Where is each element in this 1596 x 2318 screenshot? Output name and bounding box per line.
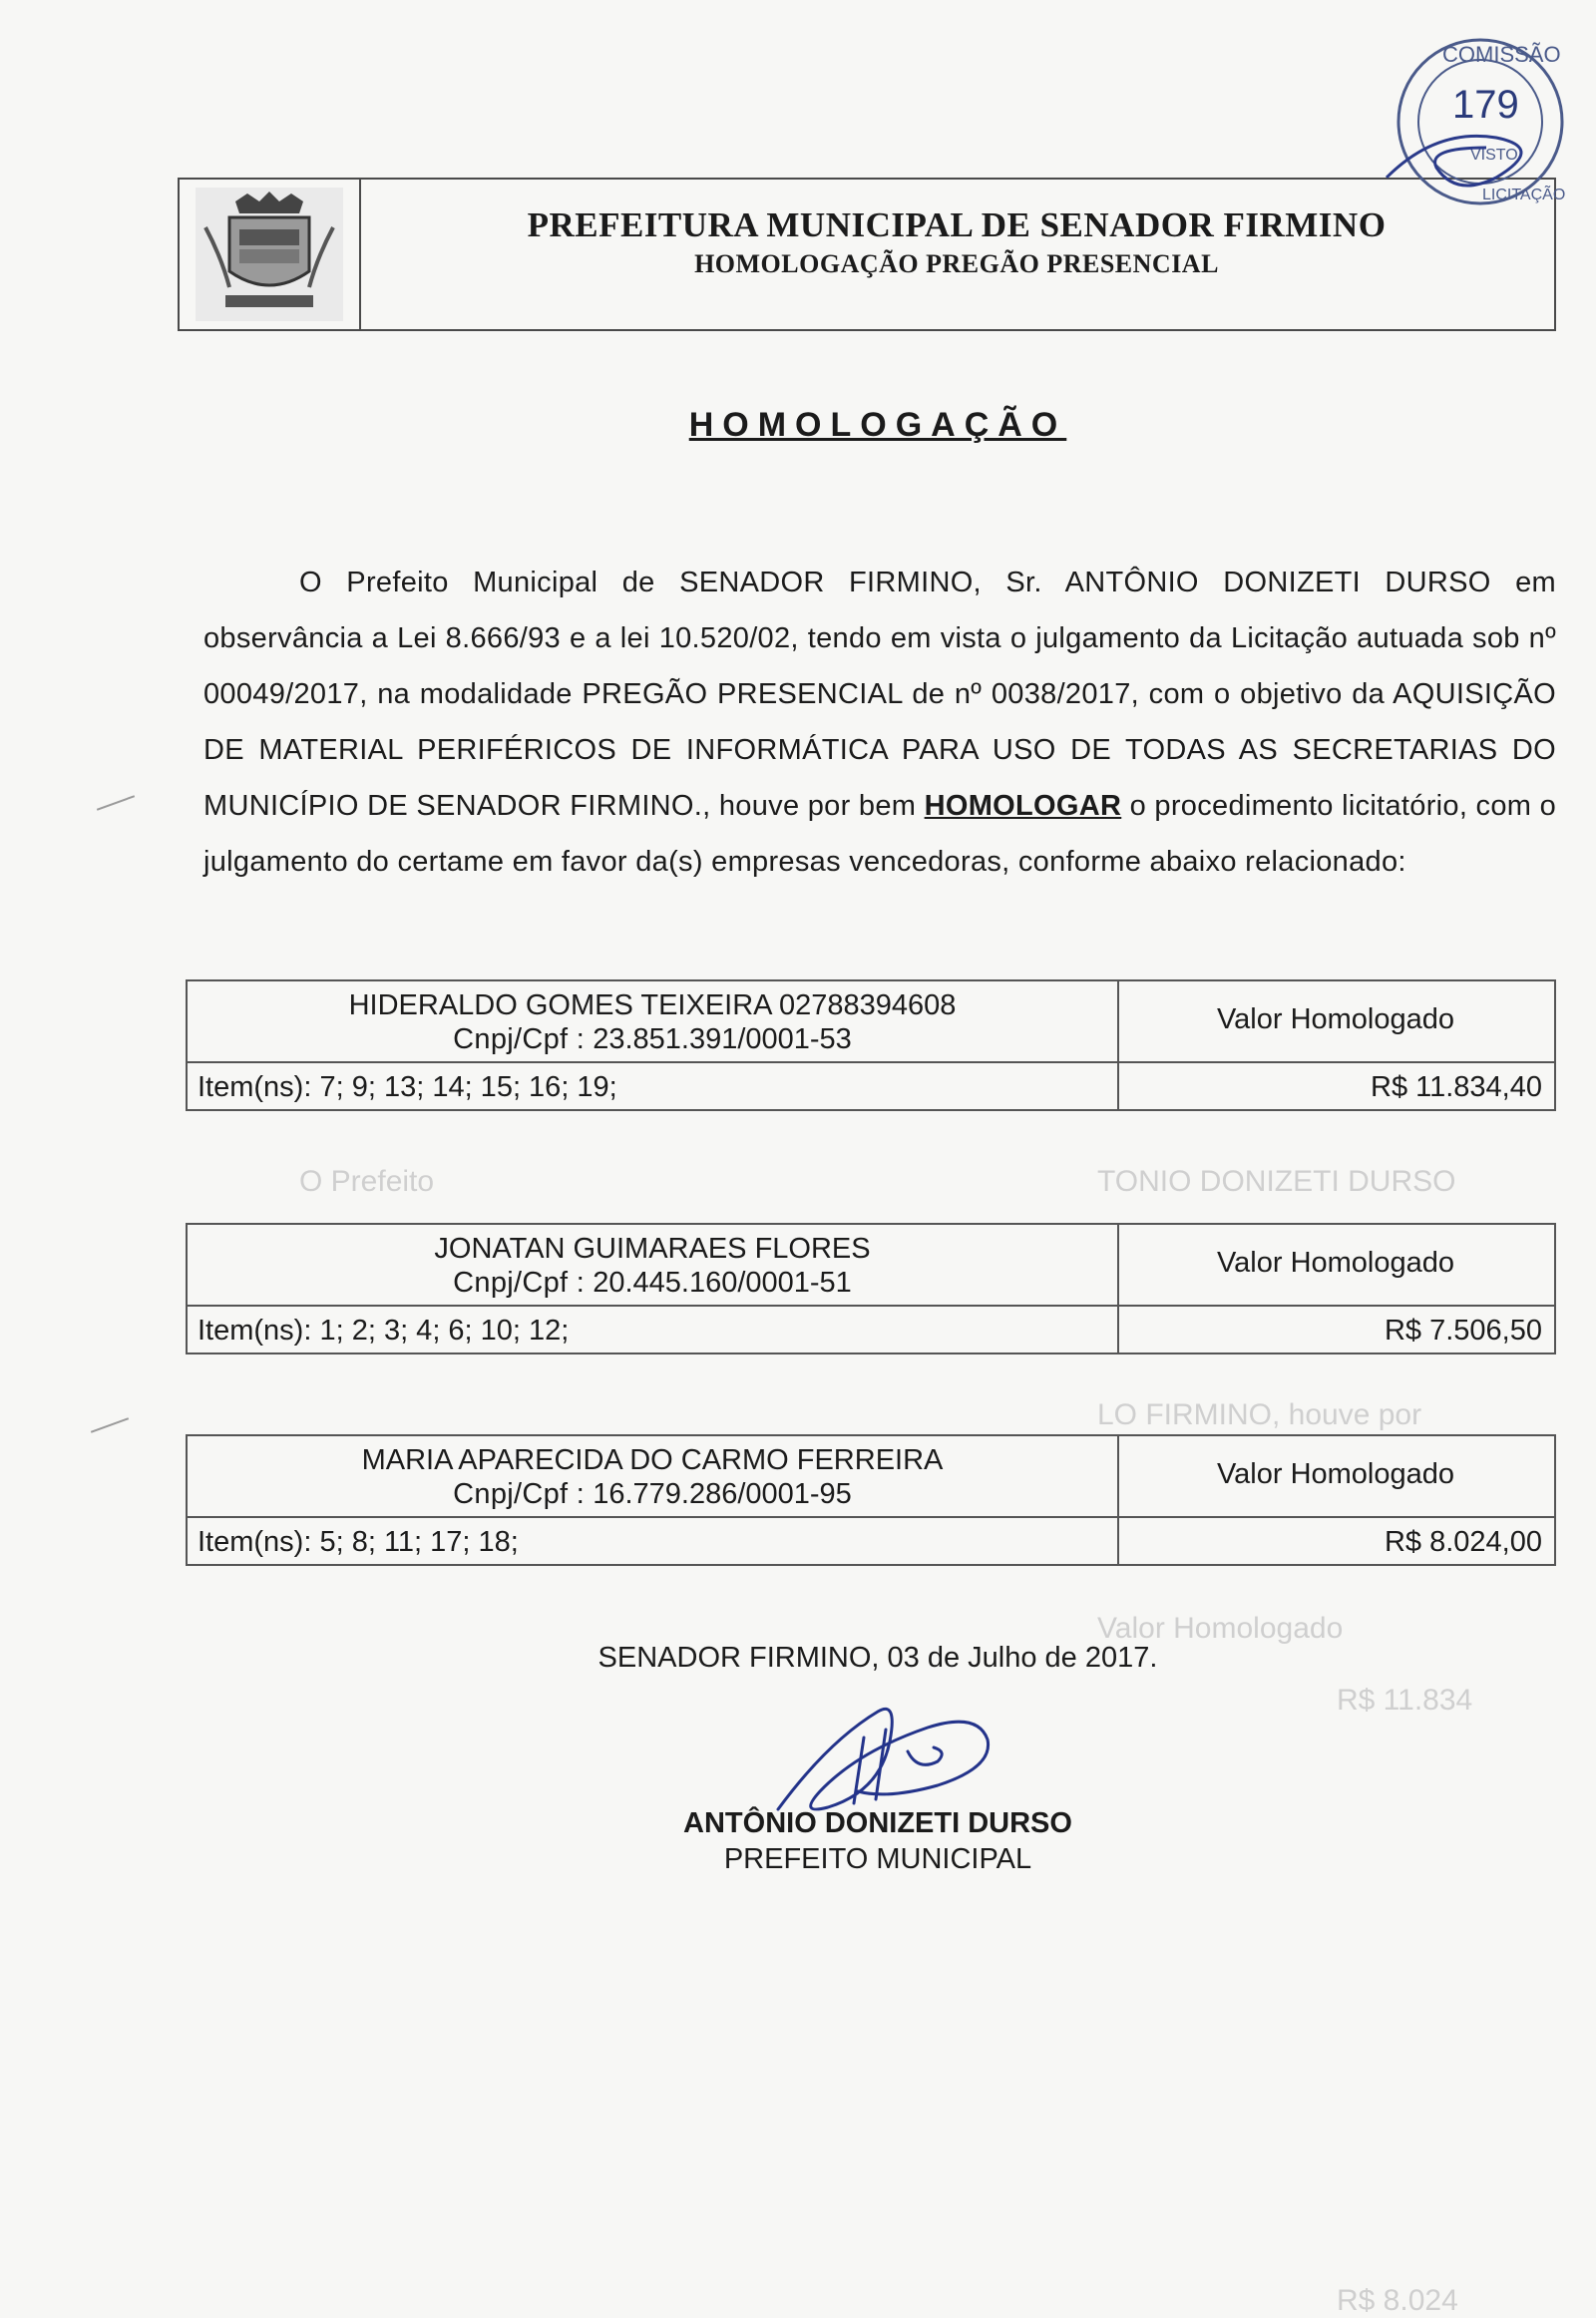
cnpj-value: 20.445.160/0001-51 xyxy=(593,1267,852,1299)
bleed-through-texture: O Prefeito xyxy=(299,1165,435,1198)
vendor-items: Item(ns): 5; 8; 11; 17; 18; xyxy=(198,1526,519,1558)
vendor-value: R$ 7.506,50 xyxy=(1384,1315,1542,1347)
bleed-through-texture: R$ 11.834 xyxy=(1337,1684,1473,1717)
stamp-number: 179 xyxy=(1452,83,1519,127)
vendor-name: JONATAN GUIMARAES FLORES xyxy=(434,1233,871,1265)
paragraph-text-after: o procedimento licitatório, com o julgamento do certame em favor da(s) empresas vencedoras, conforme abaixo relacionado: xyxy=(203,790,1557,878)
stamp-bottom-text: LICITAÇÃO xyxy=(1482,187,1566,203)
vendor-cnpj xyxy=(188,1267,1117,1300)
vendor-items: Item(ns): 7; 9; 13; 14; 15; 16; 19; xyxy=(198,1071,617,1103)
vendor-cnpj xyxy=(188,1023,1117,1056)
document-title: HOMOLOGAÇÃO xyxy=(688,406,1067,444)
bleed-through-texture: TONIO DONIZETI DURSO xyxy=(1097,1165,1456,1198)
signer-name: ANTÔNIO DONIZETI DURSO xyxy=(683,1807,1072,1839)
table-divider xyxy=(188,1305,1554,1307)
table-divider xyxy=(188,1516,1554,1518)
crest-box xyxy=(180,180,361,329)
signer-role: PREFEITO MUNICIPAL xyxy=(723,1843,1032,1875)
paragraph-text-before: O Prefeito Municipal de SENADOR FIRMINO, Sr. ANTÔNIO DONIZETI DURSO em observância a Lei 8.666/93 e a lei 10.520/02, tendo em vista o julgamento da Licitação autuada sob nº 00049/2017, na modalidade PREGÃO PRESENCIAL de nº 0038/2017, com o objetivo da AQUISIÇÃO DE MATERIAL PERIFÉRICOS DE INFORMÁTICA PARA USO DE TODAS AS SECRETARIAS DO MUNICÍPIO DE SENADOR FIRMINO., houve por bem xyxy=(203,567,1556,822)
vendor-cnpj xyxy=(188,1478,1117,1511)
vendor-table xyxy=(186,1434,1556,1566)
value-label: Valor Homologado xyxy=(1216,1247,1455,1279)
value-label: Valor Homologado xyxy=(1216,1458,1455,1490)
punch-mark xyxy=(97,795,135,811)
vendor-table xyxy=(186,979,1556,1111)
vendor-items: Item(ns): 1; 2; 3; 4; 6; 10; 12; xyxy=(198,1315,570,1347)
paragraph-emphasis: HOMOLOGAR xyxy=(924,790,1122,822)
vendor-value: R$ 11.834,40 xyxy=(1371,1071,1542,1103)
commission-stamp-icon xyxy=(1377,28,1576,217)
header-title: PREFEITURA MUNICIPAL DE SENADOR FIRMINO xyxy=(527,205,1387,244)
cnpj-label: Cnpj/Cpf : xyxy=(453,1478,586,1510)
bleed-through-texture: R$ 8.024 xyxy=(1337,2284,1458,2317)
date-line: SENADOR FIRMINO, 03 de Julho de 2017. xyxy=(598,1642,1158,1674)
cnpj-label: Cnpj/Cpf : xyxy=(453,1267,586,1299)
cnpj-label: Cnpj/Cpf : xyxy=(453,1023,586,1055)
bleed-through-texture: Valor Homologado xyxy=(1097,1612,1344,1645)
vendor-value: R$ 8.024,00 xyxy=(1384,1526,1542,1558)
header-subtitle: HOMOLOGAÇÃO PREGÃO PRESENCIAL xyxy=(694,249,1219,278)
stamp-mid-text: VISTO xyxy=(1470,147,1518,164)
vendor-table xyxy=(186,1223,1556,1354)
value-label: Valor Homologado xyxy=(1216,1003,1455,1035)
bleed-through-texture: LO FIRMINO, houve por xyxy=(1097,1398,1422,1431)
document-header xyxy=(178,178,1556,331)
cnpj-value: 16.779.286/0001-95 xyxy=(593,1478,852,1510)
stamp-top-text: COMISSÃO xyxy=(1442,42,1561,67)
vendor-name: HIDERALDO GOMES TEIXEIRA 02788394608 xyxy=(348,989,957,1021)
homologation-paragraph xyxy=(203,555,1556,890)
vendor-name: MARIA APARECIDA DO CARMO FERREIRA xyxy=(361,1444,944,1476)
municipal-coat-of-arms-icon xyxy=(196,188,343,321)
table-divider xyxy=(188,1061,1554,1063)
punch-mark xyxy=(91,1417,129,1433)
cnpj-value: 23.851.391/0001-53 xyxy=(593,1023,852,1055)
